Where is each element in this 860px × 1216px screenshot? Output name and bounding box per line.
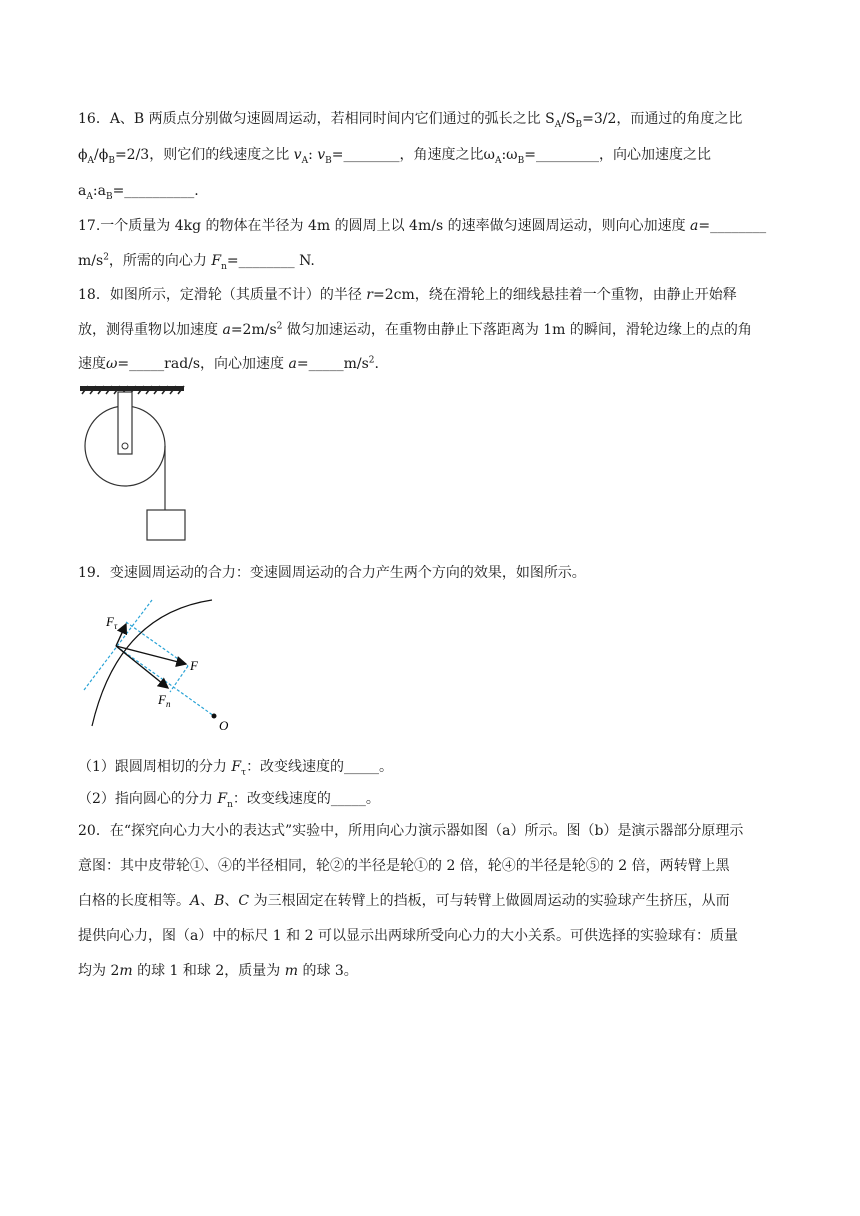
pulley-figure [78, 384, 198, 544]
q19-sub-1: （1）跟圆周相切的分力 $F_\tau$：改变线速度的_____。 [78, 759, 394, 778]
weight-block [147, 510, 185, 540]
q16-line-2: $\phi_A/\phi_B=2/3$，则它们的线速度之比 $v_A$: $v_B=\_\_\_\_\_\_\_\_$，角速度之比$\omega_A:\omega_B=\_\_\_\_\_\_\_\_\_$，向心加速度之比 [78, 147, 711, 166]
q17-line-1: 17.一个质量为 4kg 的物体在半径为 4m 的圆周上以 4m/s 的速率做匀速圆周运动，则向心加速度 a=________ [78, 218, 767, 234]
q18-line-3: 速度ω=_____rad/s，向心加速度 $a=\_\_\_\_\_m/s^2$. [78, 355, 379, 372]
q16-line-1: 16．A、B 两质点分别做匀速圆周运动，若相同时间内它们通过的弧长之比 $S_A/S_B=3/2$，而通过的角度之比 [78, 111, 743, 130]
label-F: F [190, 658, 198, 673]
q19-line-1: 19．变速圆周运动的合力：变速圆周运动的合力产生两个方向的效果，如图所示。 [78, 565, 586, 581]
q20-line-2: 意图：其中皮带轮①、④的半径相同，轮②的半径是轮①的 2 倍，轮④的半径是轮⑤的 2 倍，两转臂上黑 [78, 858, 730, 874]
force-figure [78, 594, 238, 734]
q16-line-3: $a_A:a_B=\_\_\_\_\_\_\_\_\_\_$. [78, 183, 199, 202]
pulley-bracket [118, 392, 132, 454]
center-point [212, 714, 217, 719]
q18-line-1: 18．如图所示，定滑轮（其质量不计）的半径 r=2cm，绕在滑轮上的细线悬挂着一个重物，由静止开始释 [78, 287, 737, 303]
label-Fn: $F_n$ [158, 692, 171, 709]
q20-line-5: 均为 2m 的球 1 和球 2，质量为 m 的球 3。 [78, 963, 358, 979]
label-Ft: $F_\tau$ [106, 614, 118, 631]
q20-line-3: 白格的长度相等。A、B、C 为三根固定在转臂上的挡板，可与转臂上做圆周运动的实验球产生挤压，从而 [78, 893, 730, 909]
q18-line-2: 放，测得重物以加速度 $a=2m/s^2$ 做匀加速运动，在重物由静止下落距离为 1m 的瞬间，滑轮边缘上的点的角 [78, 321, 752, 338]
q19-sub-2: （2）指向圆心的分力 $F_n$：改变线速度的_____。 [78, 791, 380, 810]
tangential-force-arrow [116, 624, 126, 646]
q20-line-1: 20．在“探究向心力大小的表达式”实验中，所用向心力演示器如图（a）所示。图（b）是演示器部分原理示 [78, 823, 744, 839]
tangent-component-guide [126, 622, 188, 666]
label-O: O [219, 718, 229, 733]
normal-component-guide [170, 666, 188, 692]
q17-line-2: $m/s^2$，所需的向心力 $F_n=\_\_\_\_\_\_\_\_$ N. [78, 252, 315, 272]
tangent-line [84, 600, 152, 690]
q20-line-4: 提供向心力，图（a）中的标尺 1 和 2 可以显示出两球所受向心力的大小关系。可供选择的实验球有：质量 [78, 928, 738, 944]
